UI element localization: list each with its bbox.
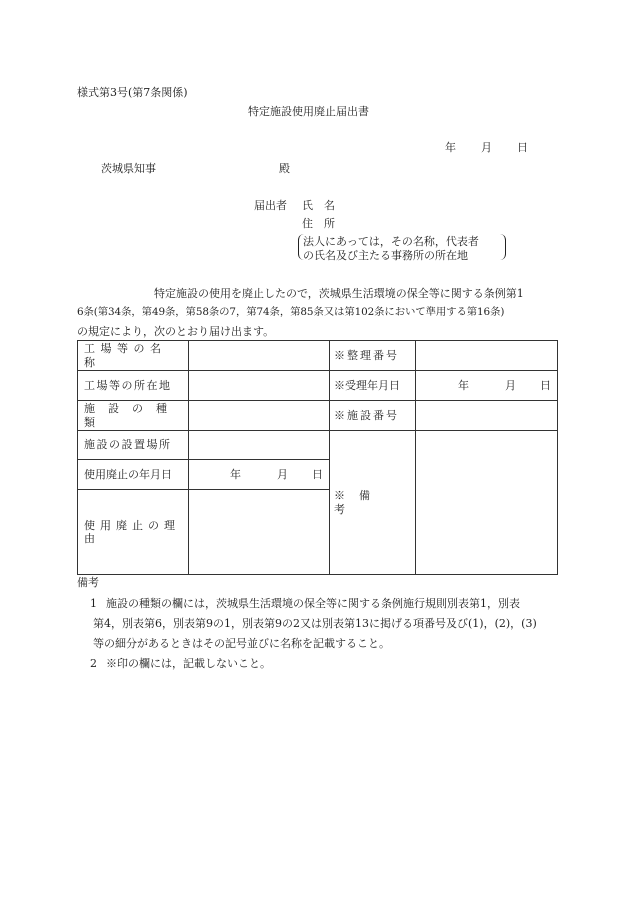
body-text-line1: 特定施設の使用を廃止したので，茨城県生活環境の保全等に関する条例第1 bbox=[154, 287, 524, 300]
remarks-label bbox=[330, 431, 416, 575]
discontinuation-month: 月 bbox=[277, 467, 288, 481]
factory-location-label bbox=[78, 371, 189, 401]
installation-site-label-text: 施設の設置場所 bbox=[84, 438, 172, 452]
note-1-line2: 第4，別表第6，別表第9の1，別表第9の2又は別表第13に掲げる項番号及び(1)，(2)，(3) bbox=[93, 617, 537, 630]
document-title: 特定施設使用廃止届出書 bbox=[248, 105, 369, 118]
notifier-name-label: 氏 名 bbox=[302, 199, 335, 212]
notifier-address-label: 住 所 bbox=[302, 217, 335, 230]
notifier-label: 届出者 bbox=[254, 199, 287, 212]
table-row bbox=[78, 341, 558, 371]
table-row bbox=[78, 371, 558, 401]
remarks-field[interactable] bbox=[416, 431, 558, 575]
factory-name-text bbox=[84, 342, 182, 368]
discontinuation-date-field[interactable] bbox=[189, 460, 330, 490]
receipt-date-value bbox=[416, 379, 557, 392]
receipt-date-field[interactable] bbox=[416, 371, 558, 401]
addressee-name: 茨城県知事 bbox=[101, 162, 156, 175]
receipt-date-label bbox=[330, 371, 416, 401]
discontinuation-day: 日 bbox=[312, 467, 323, 481]
note-1-line3: 等の細分があるときはその記号並びに名称を記載すること。 bbox=[93, 637, 390, 650]
installation-site-field[interactable] bbox=[189, 431, 330, 460]
table-row bbox=[78, 431, 558, 460]
discontinuation-date-value bbox=[189, 468, 329, 481]
discontinuation-date-label-text: 使用廃止の年月日 bbox=[84, 467, 172, 481]
factory-location-label-text: 工場等の所在地 bbox=[84, 378, 172, 392]
corporate-note-line2: の氏名及び主たる事務所の所在地 bbox=[303, 249, 468, 262]
receipt-date-label-text: ※受理年月日 bbox=[334, 378, 400, 392]
ref-number-field[interactable] bbox=[416, 341, 558, 371]
notes-heading: 備考 bbox=[77, 576, 99, 589]
facility-type-field[interactable] bbox=[189, 401, 330, 431]
reason-label-text: 使用廃止の理由 bbox=[84, 518, 180, 545]
installation-site-label bbox=[78, 431, 189, 460]
body-text-line3: の規定により，次のとおり届け出ます。 bbox=[77, 325, 275, 338]
receipt-month: 月 bbox=[505, 378, 516, 392]
date-year: 年 bbox=[445, 141, 456, 154]
facility-number-field[interactable] bbox=[416, 401, 558, 431]
corporate-note-line1: 法人にあっては，その名称，代表者 bbox=[303, 235, 479, 248]
discontinuation-year: 年 bbox=[230, 467, 241, 481]
factory-name-field[interactable] bbox=[189, 341, 330, 371]
date-month: 月 bbox=[481, 141, 492, 154]
facility-type-label-text: 施設の種類 bbox=[84, 402, 180, 429]
factory-name-label-text: 工場等の名称 bbox=[84, 342, 167, 369]
reason-label bbox=[78, 490, 189, 575]
table-row bbox=[78, 401, 558, 431]
factory-location-field[interactable] bbox=[189, 371, 330, 401]
facility-type-label bbox=[78, 401, 189, 431]
facility-number-label-text: ※施設番号 bbox=[334, 408, 399, 422]
date-day: 日 bbox=[517, 141, 528, 154]
receipt-day: 日 bbox=[540, 378, 551, 392]
addressee-honorific: 殿 bbox=[279, 162, 290, 175]
facility-number-label bbox=[330, 401, 416, 431]
body-text-line2: 6条(第34条，第49条，第58条の7，第74条，第85条又は第102条において準用する第16条) bbox=[77, 306, 505, 318]
notification-table bbox=[77, 340, 558, 575]
ref-number-label-text: ※整理番号 bbox=[334, 348, 399, 362]
note-1-number: 1 bbox=[90, 597, 97, 610]
discontinuation-date-label bbox=[78, 460, 189, 490]
note-1-line1: 施設の種類の欄には，茨城県生活環境の保全等に関する条例施行規則別表第1，別表 bbox=[106, 597, 520, 610]
factory-name-label bbox=[78, 341, 189, 371]
note-2-number: 2 bbox=[90, 657, 97, 670]
note-2-text: ※印の欄には，記載しないこと。 bbox=[106, 657, 271, 670]
ref-number-label bbox=[330, 341, 416, 371]
reason-field[interactable] bbox=[189, 490, 330, 575]
remarks-label-text: ※備考 bbox=[334, 489, 384, 516]
receipt-year: 年 bbox=[458, 378, 469, 392]
form-number: 様式第3号(第7条関係) bbox=[77, 86, 188, 99]
